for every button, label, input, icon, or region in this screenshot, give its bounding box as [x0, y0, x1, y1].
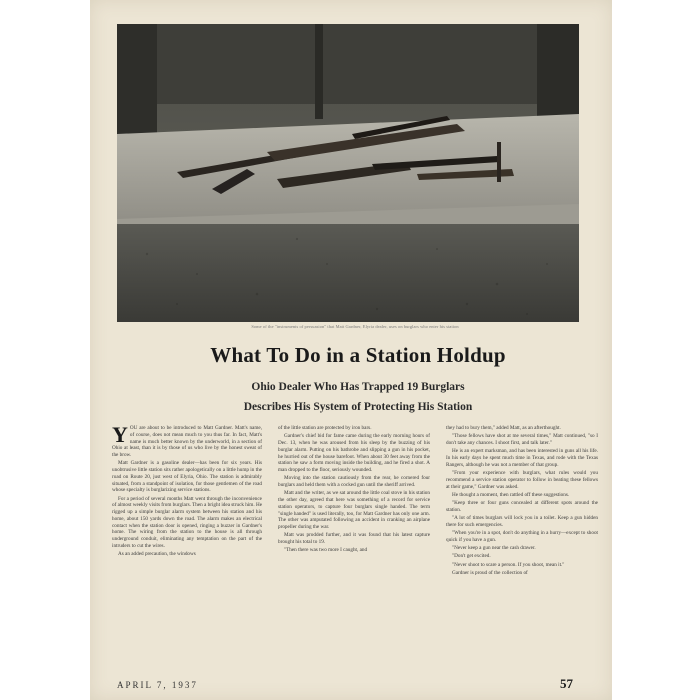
paragraph: "When you're in a spot, don't do anything in a hurry—except to shoot quick if you have a gun. — [446, 530, 598, 543]
paragraph: "Then there was two more I caught, and — [284, 547, 368, 554]
page-number: 57 — [560, 676, 573, 691]
drop-cap: Y — [112, 422, 128, 447]
paragraph: Gardner's chief bid for fame came during the early morning hours of Dec. 13, when he was aroused from his sleep by the buzzing of his burglar alarm. Putting on his bathrobe and slipping a gun in his pocket, he hurried out of the house barefoot. When about 30 feet away from the station he saw a form moving inside the building, and he fired a shot. A man dropped to the floor, seriously wounded. — [278, 433, 430, 473]
paragraph: "Never keep a gun near the cash drawer. — [452, 545, 536, 551]
paragraph: Matt and the writer, as we sat around the little coal stove in his station the other day, agreed that here was something of a record for service station operators, to capture four burglars single handed. The term "single handed" is used literally, too, for Matt Gardner has only one arm. The other was amputated following an accident in cranking an airplane propeller during the war. — [278, 490, 430, 530]
paragraph: Gardner is proud of the collection of — [452, 569, 528, 576]
paragraph: "Never shoot to scare a person. If you shoot, mean it." — [452, 561, 565, 568]
paragraph: As an added precaution, the windows — [118, 551, 196, 557]
paragraph: Matt Gardner is a gasoline dealer—has been for six years. His unobtrusive little station sits rather apologetically on a little hump in the road on Route 20, just west of Elyria, Ohio. The station is admirably situated, from a standpoint of isolation, for those gentlemen of the road whose specialty is burglarizing service stations. — [112, 460, 262, 494]
article-subhead-2: Describes His System of Protecting His Station — [243, 401, 473, 413]
photo-caption: Some of the "instruments of persuasion" that Matt Gardner, Elyria dealer, uses on burglars who enter his station — [251, 324, 459, 329]
article-body — [112, 422, 598, 670]
body-column-2 — [278, 425, 430, 670]
paragraph: Moving into the station cautiously from the rear, he cornered four burglars and held them with a cocked gun until the sheriff arrived. — [278, 475, 430, 488]
paragraph: "Don't get excited. — [452, 553, 491, 560]
paragraph: "From your experience with burglars, what rules would you recommend a service station operator to follow in beating these fellows at their game," Gardner was asked. — [446, 470, 598, 490]
issue-date: APRIL 7, 1937 — [117, 680, 198, 690]
body-column-3 — [446, 425, 598, 670]
paragraph: "Those fellows have shot at me several times," Matt continued, "so I don't take any chances. I shoot first, and talk later." — [446, 433, 598, 446]
paragraph: He thought a moment, then rattled off these suggestions. — [452, 491, 570, 498]
paragraph: of the little station are protected by iron bars. — [278, 425, 372, 431]
guns-on-ledge-photo — [117, 24, 579, 322]
paragraph: they had to bury them," added Matt, as an afterthought. — [446, 425, 561, 431]
body-column-1 — [112, 422, 262, 670]
paragraph: "Keep three or four guns concealed at different spots around the station. — [446, 500, 598, 513]
paragraph: For a period of several months Matt went through the inconvenience of almost weekly visits from burglars. Then a bright idea struck him. He rigged up a simple burglar alarm system between his station and his home, about 150 yards down the road. The alarm makes an electrical contact when the station door is opened, ringing a buzzer in Gardner's home. The wiring from the station to the house is all through underground conduit, eliminating any temptation on the part of the intruders to cut the wires. — [112, 495, 262, 549]
article-subhead-1: Ohio Dealer Who Has Trapped 19 Burglars — [251, 381, 465, 393]
paragraph: YOU are about to be introduced to Matt Gardner. Matt's name, of course, does not mean much to you thus far. In fact, Matt's name is much better known by the underworld, in a section of Ohio at least, than it is by those of us who live by the honest sweat of the brow. — [112, 422, 262, 458]
paragraph: Matt was prodded further, and it was found that his latest capture brought his total to 19. — [278, 532, 430, 545]
paragraph: "A lot of times burglars will lock you in a toilet. Keep a gun hidden there for such emergencies. — [446, 515, 598, 528]
article-photo — [117, 24, 579, 322]
paragraph: He is an expert marksman, and has been interested in guns all his life. In his early days he spent much time in Texas, and rode with the Texas Rangers, although he was not a member of that group. — [446, 448, 598, 468]
article-headline: What To Do in a Station Holdup — [210, 343, 506, 367]
